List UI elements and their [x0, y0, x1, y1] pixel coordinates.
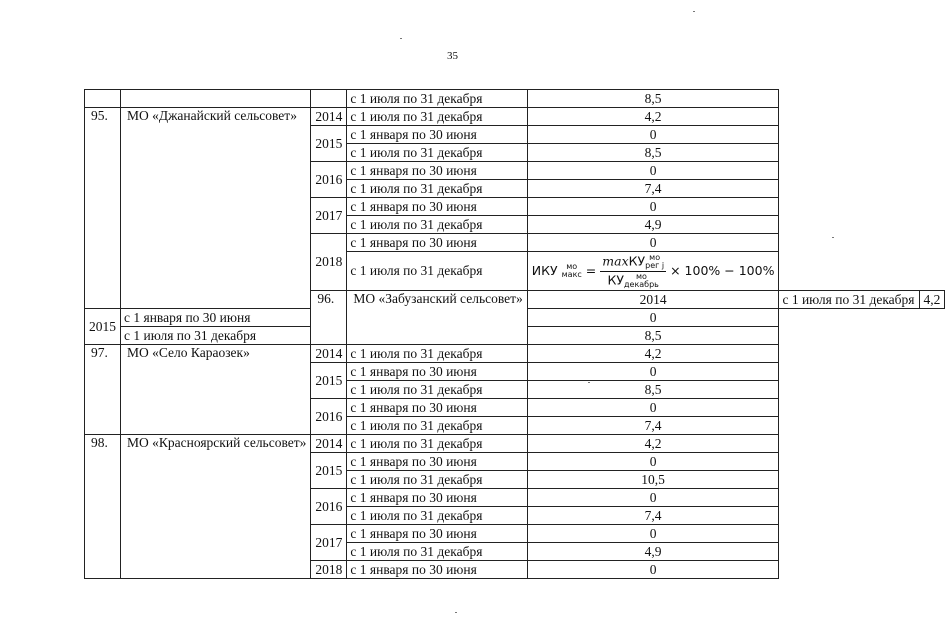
formula-num-indices: [645, 254, 664, 270]
period-cell: с 1 января по 30 июня: [347, 399, 527, 417]
period-cell: с 1 января по 30 июня: [347, 525, 527, 543]
scan-speck: [588, 382, 590, 383]
formula-den-indices: [624, 273, 659, 289]
scan-speck: [693, 11, 695, 12]
scan-speck: [455, 612, 457, 613]
tariff-table: [84, 89, 945, 579]
formula-tail: × 100% − 100%: [670, 263, 775, 278]
year-cell: [311, 90, 347, 108]
value-cell: 4,2: [527, 435, 779, 453]
period-cell: с 1 июля по 31 декабря: [347, 435, 527, 453]
formula-lhs-sup: мо: [566, 262, 578, 271]
period-cell: с 1 июля по 31 декабря: [347, 471, 527, 489]
value-cell: 7,4: [527, 417, 779, 435]
value-cell: [527, 252, 779, 291]
row-number: 97.: [85, 345, 121, 435]
period-cell: с 1 июля по 31 декабря: [121, 327, 311, 345]
table-row: [85, 108, 945, 126]
formula-lhs-sub: макс: [561, 270, 582, 279]
formula-num-sub: рег j: [645, 260, 665, 270]
period-cell: с 1 января по 30 июня: [347, 561, 527, 579]
value-cell: 4,2: [527, 345, 779, 363]
year-cell: 2014: [311, 108, 347, 126]
formula-lhs: ИКУ: [531, 263, 558, 278]
municipality-name: МО «Село Караозек»: [121, 345, 311, 435]
formula-fraction: [600, 254, 666, 289]
period-cell: с 1 января по 30 июня: [347, 489, 527, 507]
municipality-name: МО «Джанайский сельсовет»: [121, 108, 311, 309]
table-row: [85, 90, 945, 108]
value-cell: 4,2: [919, 291, 945, 309]
period-cell: с 1 июля по 31 декабря: [347, 180, 527, 198]
row-number: 98.: [85, 435, 121, 579]
row-number: [85, 90, 121, 108]
year-cell: 2017: [311, 198, 347, 234]
value-cell: 8,5: [527, 144, 779, 162]
formula-lhs-indices: [562, 263, 582, 279]
formula-den-sub: декабрь: [623, 279, 659, 289]
value-cell: 0: [527, 198, 779, 216]
period-cell: с 1 июля по 31 декабря: [347, 252, 527, 291]
year-cell: 2018: [311, 561, 347, 579]
table-row: [85, 435, 945, 453]
period-cell: с 1 июля по 31 декабря: [347, 108, 527, 126]
period-cell: с 1 июля по 31 декабря: [347, 90, 527, 108]
period-cell: с 1 июля по 31 декабря: [347, 381, 527, 399]
value-cell: 8,5: [527, 90, 779, 108]
period-cell: с 1 января по 30 июня: [121, 309, 311, 327]
formula-den-main: КУ: [607, 272, 624, 287]
year-cell: 2015: [85, 309, 121, 345]
year-cell: 2016: [311, 399, 347, 435]
index-formula: [532, 254, 775, 289]
period-cell: с 1 июля по 31 декабря: [347, 543, 527, 561]
value-cell: 8,5: [527, 327, 779, 345]
value-cell: 0: [527, 453, 779, 471]
period-cell: с 1 июля по 31 декабря: [347, 417, 527, 435]
year-cell: 2015: [311, 453, 347, 489]
scan-speck: [400, 38, 402, 39]
value-cell: 8,5: [527, 381, 779, 399]
year-cell: 2014: [311, 345, 347, 363]
value-cell: 0: [527, 162, 779, 180]
period-cell: с 1 января по 30 июня: [347, 126, 527, 144]
period-cell: с 1 января по 30 июня: [347, 162, 527, 180]
value-cell: 7,4: [527, 507, 779, 525]
period-cell: с 1 июля по 31 декабря: [347, 345, 527, 363]
period-cell: с 1 июля по 31 декабря: [347, 507, 527, 525]
period-cell: с 1 июля по 31 декабря: [347, 216, 527, 234]
period-cell: с 1 января по 30 июня: [347, 234, 527, 252]
value-cell: 0: [527, 363, 779, 381]
value-cell: 7,4: [527, 180, 779, 198]
value-cell: 0: [527, 309, 779, 327]
value-cell: 0: [527, 525, 779, 543]
year-cell: 2017: [311, 525, 347, 561]
period-cell: с 1 января по 30 июня: [347, 453, 527, 471]
value-cell: 4,2: [527, 108, 779, 126]
table-body: [85, 90, 945, 579]
value-cell: 0: [527, 489, 779, 507]
municipality-name: МО «Красноярский сельсовет»: [121, 435, 311, 579]
value-cell: 4,9: [527, 216, 779, 234]
formula-den-sup: мо: [635, 271, 647, 281]
municipality-name: МО «Забузанский сельсовет»: [347, 291, 527, 345]
scan-speck: [832, 237, 834, 238]
year-cell: 2018: [311, 234, 347, 291]
period-cell: с 1 июля по 31 декабря: [779, 291, 919, 309]
value-cell: 0: [527, 126, 779, 144]
value-cell: 0: [527, 399, 779, 417]
value-cell: 10,5: [527, 471, 779, 489]
formula-num-sup: мо: [649, 252, 661, 262]
row-number: 95.: [85, 108, 121, 309]
formula-denominator: [605, 272, 660, 289]
year-cell: 2015: [311, 126, 347, 162]
year-cell: 2014: [311, 435, 347, 453]
value-cell: 0: [527, 234, 779, 252]
period-cell: с 1 января по 30 июня: [347, 363, 527, 381]
year-cell: 2014: [527, 291, 779, 309]
value-cell: 4,9: [527, 543, 779, 561]
year-cell: 2015: [311, 363, 347, 399]
year-cell: 2016: [311, 162, 347, 198]
page-number: 35: [447, 50, 458, 62]
row-number: 96.: [311, 291, 347, 345]
period-cell: с 1 июля по 31 декабря: [347, 144, 527, 162]
formula-eq: =: [585, 263, 597, 278]
period-cell: с 1 января по 30 июня: [347, 198, 527, 216]
formula-numerator: [600, 254, 666, 272]
municipality-name: [121, 90, 311, 108]
table-row: [85, 345, 945, 363]
value-cell: 0: [527, 561, 779, 579]
formula-max: max: [602, 253, 629, 268]
formula-num-main: КУ: [628, 253, 646, 268]
year-cell: 2016: [311, 489, 347, 525]
